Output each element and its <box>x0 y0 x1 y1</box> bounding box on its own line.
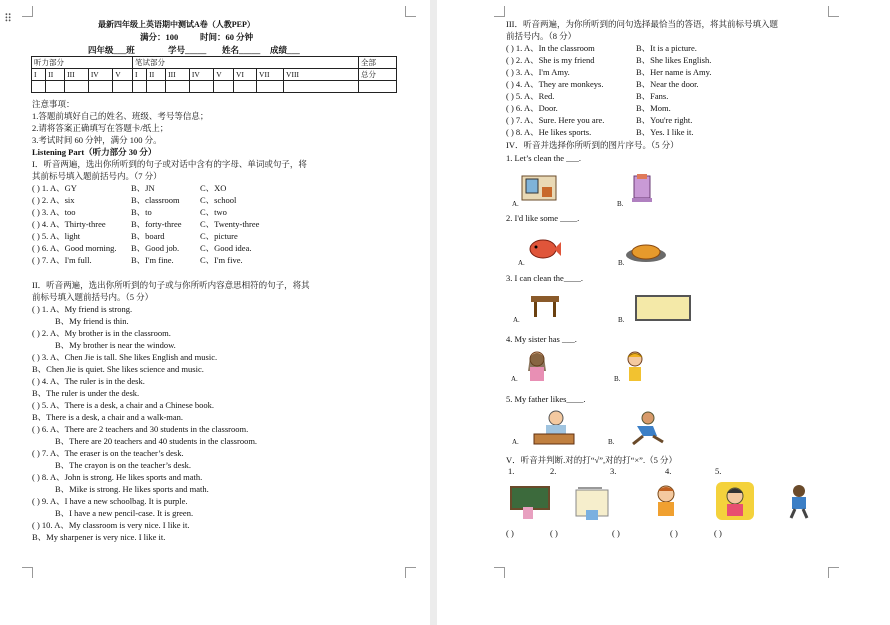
desk-picture <box>528 293 562 319</box>
question-line: B、My sharpener is very nice. I like it. <box>32 532 166 542</box>
question-line: ( ) 8. A、John is strong. He likes sports and math. <box>32 472 203 482</box>
question-option-c: C、two <box>200 207 227 217</box>
answer-option-b: B、You're right. <box>636 115 693 125</box>
question-line: B、I have a new pencil-case. It is green. <box>55 508 194 518</box>
question-option-b: B、Good job. <box>131 243 180 253</box>
question-line: ( ) 5. A、There is a desk, a chair and a Chinese book. <box>32 400 214 410</box>
question-line: ( ) 3. A、Chen Jie is tall. She likes English and music. <box>32 352 218 362</box>
question-line: B、My brother is near the window. <box>55 340 176 350</box>
girl-long-hair-picture <box>522 349 552 385</box>
doc-title: 最新四年级上英语期中测试A卷（人教PEP） <box>98 20 255 29</box>
answer-blank[interactable]: ( ) <box>670 528 678 538</box>
board-picture <box>634 294 694 324</box>
classroom-picture <box>520 173 560 203</box>
score-col: I <box>32 69 46 81</box>
score-header-total: 全部 <box>359 57 397 69</box>
question-option-b: B、forty-three <box>131 219 182 229</box>
light-picture <box>572 484 614 522</box>
option-label: A. <box>512 200 519 208</box>
note-line: 2.请将答案正确填写在答题卡/纸上； <box>32 123 169 133</box>
girl-short-hair-picture <box>620 349 650 385</box>
question-text: 2. I'd like some ____. <box>506 213 580 223</box>
answer-option-b: B、Her name is Amy. <box>636 67 712 77</box>
option-label: B. <box>608 438 615 446</box>
item-number: 4. <box>665 466 672 476</box>
blackboard-picture <box>509 483 553 521</box>
answer-blank[interactable]: ( ) <box>550 528 558 538</box>
crop-mark <box>405 6 416 17</box>
answer-option-b: B、Near the door. <box>636 79 699 89</box>
section4-title: IV．听音并选择你所听到的图片序号。（5 分） <box>506 140 679 150</box>
item-number: 1. <box>508 466 515 476</box>
score-table <box>31 56 397 93</box>
question-option-b: B、I'm fine. <box>131 255 174 265</box>
score-cell[interactable] <box>88 81 112 93</box>
question-text: 3. I can clean the____. <box>506 273 583 283</box>
answer-option-a: ( ) 7. A、Sure. Here you are. <box>506 115 605 125</box>
answer-blank[interactable]: ( ) <box>506 528 514 538</box>
fish-picture <box>526 234 562 264</box>
man-reading-picture <box>528 408 578 448</box>
question-line: B、The crayon is on the teacher’s desk. <box>55 460 192 470</box>
crop-mark <box>22 567 33 578</box>
option-label: A. <box>511 375 518 383</box>
score-cell[interactable] <box>214 81 234 93</box>
answer-blank[interactable]: ( ) <box>714 528 722 538</box>
question-line: B、There is a desk, a chair and a walk-man. <box>32 412 184 422</box>
note-line: 3.考试时间 60 分钟，满分 100 分。 <box>32 135 162 145</box>
score-col: VII <box>257 69 284 81</box>
girl-yellow-picture <box>714 480 756 522</box>
crop-mark <box>405 567 416 578</box>
question-option-c: C、Good idea. <box>200 243 252 253</box>
score-col: IV <box>88 69 112 81</box>
section2-title: 前标号填入题前括号内。（5 分） <box>32 292 154 302</box>
drag-handle-icon[interactable]: ⠿ <box>4 13 14 25</box>
answer-option-b: B、She likes English. <box>636 55 712 65</box>
question-option-b: B、board <box>131 231 165 241</box>
score-cell[interactable] <box>284 81 359 93</box>
question-option-a: ( ) 3. A、too <box>32 207 76 217</box>
question-line: B、There are 20 teachers and 40 students in the classroom. <box>55 436 258 446</box>
question-line: B、My friend is thin. <box>55 316 129 326</box>
boy-running-picture <box>623 410 669 446</box>
question-option-a: ( ) 5. A、light <box>32 231 81 241</box>
question-option-c: C、XO <box>200 183 227 193</box>
score-col: V <box>214 69 234 81</box>
question-line: ( ) 10. A、My classroom is very nice. I like it. <box>32 520 190 530</box>
score-col: I <box>133 69 147 81</box>
full-score: 满分：100 <box>140 32 179 42</box>
name-field[interactable]: 姓名_____ <box>222 45 261 55</box>
question-text: 5. My father likes____. <box>506 394 586 404</box>
crop-mark <box>22 6 33 17</box>
section5-title: V．听音并判断.对的打“√”,对的打“×”.（5 分） <box>506 455 677 465</box>
number-field[interactable]: 学号_____ <box>168 45 207 55</box>
section1-title: 其前标号填入题前括号内。（7 分） <box>32 171 162 181</box>
section3-title: 前括号内。（8 分） <box>506 31 577 41</box>
answer-option-a: ( ) 5. A、Red. <box>506 91 555 101</box>
grade-field[interactable]: 四年级___班 <box>88 45 135 55</box>
question-line: B、The ruler is under the desk. <box>32 388 140 398</box>
question-text: 1. Let’s clean the ___. <box>506 153 582 163</box>
question-text: 4. My sister has ___. <box>506 334 577 344</box>
crop-mark <box>828 567 839 578</box>
score-col: IV <box>189 69 213 81</box>
crop-mark <box>494 567 505 578</box>
question-line: ( ) 6. A、There are 2 teachers and 30 students in the classroom. <box>32 424 249 434</box>
kitchen-picture <box>628 172 658 206</box>
question-option-a: ( ) 1. A、GY <box>32 183 77 193</box>
chicken-picture <box>624 240 668 264</box>
score-cell[interactable] <box>359 81 397 93</box>
question-option-b: B、classroom <box>131 195 180 205</box>
question-option-b: B、to <box>131 207 152 217</box>
result-field[interactable]: 成绩___ <box>270 45 300 55</box>
score-cell[interactable] <box>113 81 133 93</box>
answer-option-a: ( ) 2. A、She is my friend <box>506 55 595 65</box>
section1-title: I．听音两遍，选出你所听到的句子或对话中含有的字母、单词或句子，将 <box>32 159 307 169</box>
score-col: VIII <box>284 69 359 81</box>
girl-glasses-picture <box>648 482 684 522</box>
score-cell[interactable] <box>46 81 65 93</box>
option-label: A. <box>512 438 519 446</box>
score-cell[interactable] <box>147 81 166 93</box>
score-cell[interactable] <box>32 81 46 93</box>
question-line: ( ) 2. A、My brother is in the classroom. <box>32 328 171 338</box>
question-option-c: C、Twenty-three <box>200 219 260 229</box>
score-col: VI <box>234 69 257 81</box>
question-option-a: ( ) 4. A、Thirty-three <box>32 219 106 229</box>
question-line: B、Mike is strong. He likes sports and math. <box>55 484 209 494</box>
item-number: 3. <box>610 466 617 476</box>
score-cell[interactable] <box>65 81 89 93</box>
question-option-a: ( ) 7. A、I'm full. <box>32 255 92 265</box>
question-line: ( ) 4. A、The ruler is in the desk. <box>32 376 145 386</box>
answer-option-a: ( ) 8. A、He likes sports. <box>506 127 592 137</box>
option-label: A. <box>513 316 520 324</box>
crop-mark <box>494 6 505 17</box>
boy-walking-picture <box>783 484 813 520</box>
score-cell[interactable] <box>189 81 213 93</box>
notes-title: 注意事项： <box>32 99 75 109</box>
question-option-a: ( ) 2. A、six <box>32 195 75 205</box>
score-col: II <box>147 69 166 81</box>
score-col: II <box>46 69 65 81</box>
answer-option-a: ( ) 4. A、They are monkeys. <box>506 79 604 89</box>
score-cell[interactable] <box>257 81 284 93</box>
answer-option-b: B、Yes. I like it. <box>636 127 694 137</box>
score-cell[interactable] <box>234 81 257 93</box>
question-option-c: C、school <box>200 195 237 205</box>
score-header-listening: 听力部分 <box>32 57 133 69</box>
exam-time: 时间：60 分钟 <box>200 32 254 42</box>
answer-option-b: B、It is a picture. <box>636 43 697 53</box>
score-col: 总分 <box>359 69 397 81</box>
question-option-c: C、I'm five. <box>200 255 243 265</box>
option-label: B. <box>618 259 625 267</box>
option-label: B. <box>617 200 624 208</box>
score-cell[interactable] <box>133 81 147 93</box>
score-header-written: 笔试部分 <box>133 57 359 69</box>
question-line: ( ) 1. A、My friend is strong. <box>32 304 133 314</box>
answer-option-a: ( ) 6. A、Door. <box>506 103 558 113</box>
note-line: 1.答题前填好自己的姓名、班级、考号等信息； <box>32 111 209 121</box>
option-label: B. <box>614 375 621 383</box>
section3-title: III．听音两遍，为你所听到的问句选择最恰当的答语，将其前标号填入题 <box>506 19 778 29</box>
crop-mark <box>828 6 839 17</box>
option-label: B. <box>618 316 625 324</box>
question-line: ( ) 7. A、The eraser is on the teacher’s desk. <box>32 448 184 458</box>
question-option-c: C、picture <box>200 231 238 241</box>
answer-option-a: ( ) 3. A、I'm Amy. <box>506 67 570 77</box>
item-number: 2. <box>550 466 557 476</box>
section2-title: II．听音两遍，选出你所听到的句子或与你所听内容意思相符的句子，将其 <box>32 280 310 290</box>
score-cell[interactable] <box>166 81 190 93</box>
score-col: V <box>113 69 133 81</box>
answer-option-b: B、Mom. <box>636 103 671 113</box>
answer-blank[interactable]: ( ) <box>612 528 620 538</box>
score-col: III <box>65 69 89 81</box>
item-number: 5. <box>715 466 722 476</box>
answer-option-b: B、Fans. <box>636 91 669 101</box>
question-option-a: ( ) 6. A、Good morning. <box>32 243 117 253</box>
question-option-b: B、JN <box>131 183 155 193</box>
option-label: A. <box>518 259 525 267</box>
score-col: III <box>166 69 190 81</box>
question-line: ( ) 9. A、I have a new schoolbag. It is purple. <box>32 496 188 506</box>
listening-header: Listening Part（听力部分 30 分） <box>32 147 157 157</box>
answer-option-a: ( ) 1. A、In the classroom <box>506 43 595 53</box>
question-line: B、Chen Jie is quiet. She likes science and music. <box>32 364 204 374</box>
